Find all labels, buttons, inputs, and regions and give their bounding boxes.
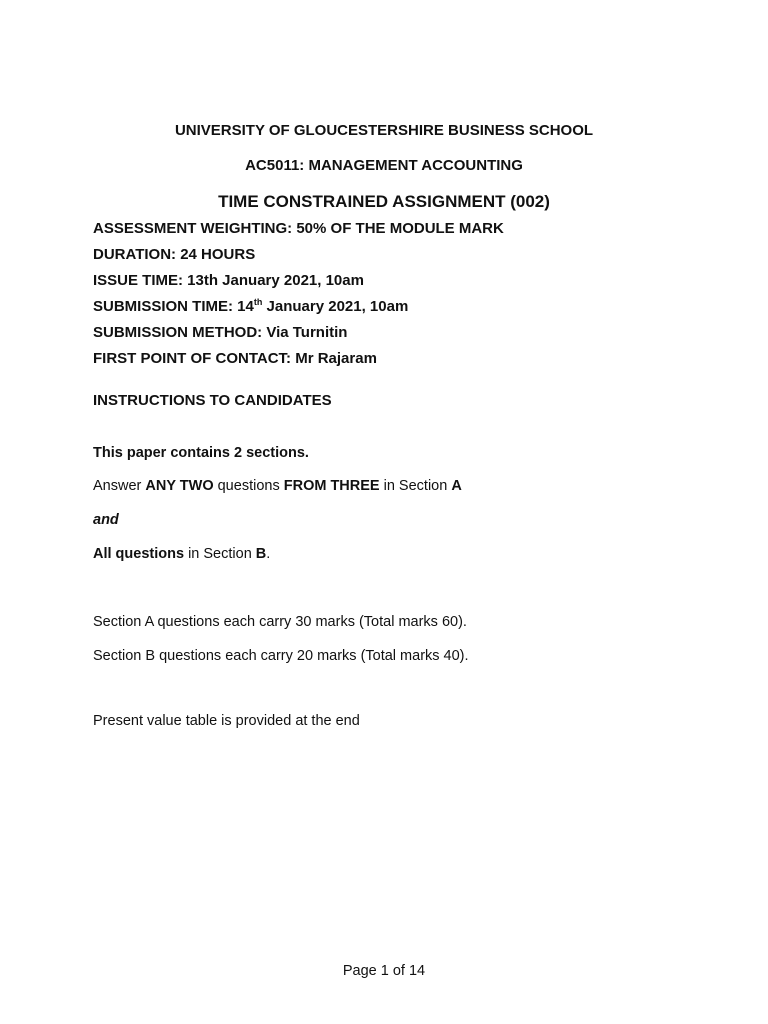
module-code: AC5011: MANAGEMENT ACCOUNTING bbox=[245, 157, 523, 174]
page-number: Page 1 of 14 bbox=[342, 963, 426, 979]
and-connector: and bbox=[93, 512, 119, 528]
answer-text-1: Answer bbox=[93, 478, 146, 494]
answer-instruction bbox=[93, 479, 462, 494]
present-value-note: Present value table is provided at the end bbox=[93, 713, 360, 729]
assessment-weighting: ASSESSMENT WEIGHTING: 50% OF THE MODULE MARK bbox=[93, 220, 504, 237]
submission-method: SUBMISSION METHOD: Via Turnitin bbox=[93, 324, 348, 341]
answer-emphasis-1: ANY TWO bbox=[145, 478, 214, 494]
school-name: UNIVERSITY OF GLOUCESTERSHIRE BUSINESS SCHOOL bbox=[174, 122, 594, 139]
section-a-marks: Section A questions each carry 30 marks (Total marks 60). bbox=[93, 614, 467, 630]
all-emphasis-1: All questions bbox=[93, 546, 185, 562]
all-text-2: . bbox=[266, 546, 271, 562]
submission-time-superscript: th bbox=[253, 297, 263, 307]
answer-emphasis-3: A bbox=[451, 478, 462, 494]
all-text-1: in Section bbox=[184, 546, 256, 562]
answer-text-3: in Section bbox=[379, 478, 452, 494]
duration: DURATION: 24 HOURS bbox=[93, 246, 256, 263]
answer-emphasis-2: FROM THREE bbox=[283, 478, 380, 494]
assignment-title: TIME CONSTRAINED ASSIGNMENT (002) bbox=[218, 192, 550, 211]
submission-time-rest: January 2021, 10am bbox=[262, 298, 409, 315]
all-emphasis-2: B bbox=[255, 546, 267, 562]
submission-time-main: SUBMISSION TIME: 14 bbox=[93, 298, 254, 315]
submission-time bbox=[93, 299, 408, 314]
instructions-heading: INSTRUCTIONS TO CANDIDATES bbox=[93, 392, 332, 409]
sections-note: This paper contains 2 sections. bbox=[93, 445, 309, 461]
section-b-marks: Section B questions each carry 20 marks (Total marks 40). bbox=[93, 648, 469, 664]
first-point-of-contact: FIRST POINT OF CONTACT: Mr Rajaram bbox=[93, 350, 377, 367]
issue-time: ISSUE TIME: 13th January 2021, 10am bbox=[93, 272, 364, 289]
all-questions-instruction bbox=[93, 547, 270, 562]
answer-text-2: questions bbox=[213, 478, 284, 494]
